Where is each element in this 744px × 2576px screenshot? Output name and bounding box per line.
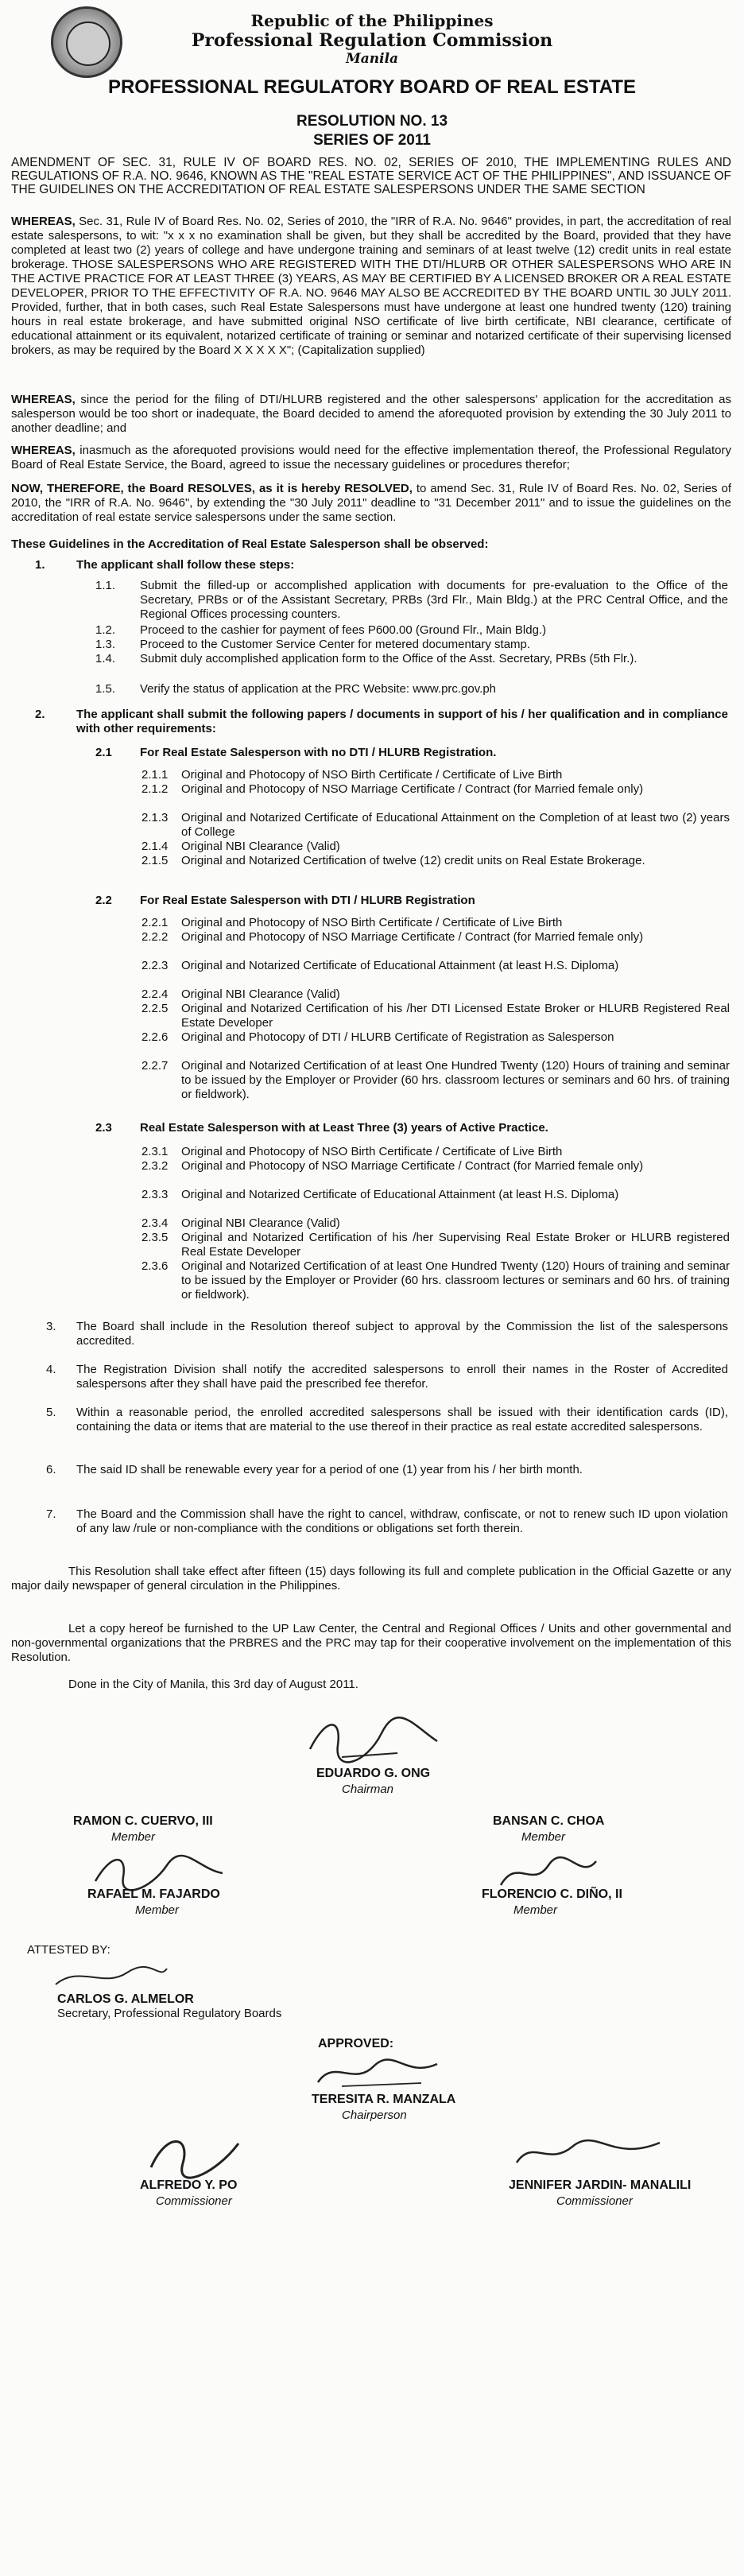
item-1-number: 1. <box>35 558 45 572</box>
item-number: 4. <box>46 1363 56 1376</box>
member-role: Member <box>521 1830 566 1844</box>
requirement-number: 2.3.5 <box>141 1231 169 1244</box>
requirement-number: 2.3.2 <box>141 1159 169 1173</box>
whereas-3-text: inasmuch as the aforequoted provisions would need for the effective implementation thereof, the Professional Regulatory Board of Real Estate Service, the Board, agreed to issue the necessary guidelines or procedures therefor; <box>11 444 731 471</box>
requirement-number: 2.3.6 <box>141 1259 169 1273</box>
requirement-text: Original and Photocopy of DTI / HLURB Certificate of Registration as Salesperson <box>181 1030 614 1044</box>
requirement-number: 2.1.3 <box>141 811 169 824</box>
whereas-2 <box>11 393 731 436</box>
resolution-series: SERIES OF 2011 <box>313 132 431 149</box>
whereas-2-lead: WHEREAS, <box>11 393 76 406</box>
requirement-text: Original and Notarized Certificate of Educational Attainment on the Completion of at least two (2) years of College <box>181 811 730 839</box>
requirement-number: 2.2.4 <box>141 987 169 1001</box>
step-text: Proceed to the cashier for payment of fees P600.00 (Ground Flr., Main Bldg.) <box>140 623 547 637</box>
requirement-text: Original and Photocopy of NSO Marriage Certificate / Contract (for Married female only) <box>181 930 644 944</box>
resolved-lead: NOW, THEREFORE, the Board RESOLVES, as it is hereby RESOLVED, <box>11 482 413 495</box>
requirement-number: 2.2.6 <box>141 1030 169 1044</box>
chairperson-signature <box>310 2054 445 2094</box>
requirement-text: Original and Photocopy of NSO Birth Certificate / Certificate of Live Birth <box>181 916 563 929</box>
requirement-number: 2.2.1 <box>141 916 169 929</box>
whereas-1-lead: WHEREAS, <box>11 215 76 228</box>
item-2-number: 2. <box>35 708 45 721</box>
requirement-number: 2.2.3 <box>141 959 169 972</box>
requirement-number: 2.1.2 <box>141 782 169 796</box>
item-text: The Board and the Commission shall have the right to cancel, withdraw, confiscate, or not to renew such ID upon violation of any law /rule or non-compliance with the conditions or obligations set forth therein. <box>76 1507 728 1535</box>
republic-header: Republic of the Philippines <box>250 11 494 30</box>
requirement-text: Original and Photocopy of NSO Birth Certificate / Certificate of Live Birth <box>181 1145 563 1158</box>
done-clause: Done in the City of Manila, this 3rd day of August 2011. <box>68 1678 358 1691</box>
attester-role: Secretary, Professional Regulatory Boards <box>57 2007 282 2020</box>
chairman-role: Chairman <box>342 1783 394 1796</box>
resolution-number: RESOLUTION NO. 13 <box>296 113 448 130</box>
item-text: Within a reasonable period, the enrolled accredited salespersons shall be issued with their identification cards (ID), containing the data or items that are material to the use thereof in their practice as real estate accredited salespersons. <box>76 1406 728 1433</box>
whereas-3 <box>11 444 731 472</box>
resolved-text: to amend Sec. 31, Rule IV of Board Res. No. 02, Series of 2010, the "IRR of R.A. No. 9646", by extending the "30 July 2011" deadline to "31 December 2011" and to issue the guidelines on the accreditation of real estate service salespersons under the same section. <box>11 482 732 524</box>
requirement-text: Original and Notarized Certification of at least One Hundred Twenty (120) Hours of training and seminar to be issued by the Employer or Provider (60 hrs. classroom lectures or seminars and 60 hrs. of training or fieldwork). <box>181 1059 730 1101</box>
requirement-text: Original NBI Clearance (Valid) <box>181 987 340 1001</box>
member-name: FLORENCIO C. DIÑO, II <box>482 1887 622 1901</box>
requirement-number: 2.1.1 <box>141 768 169 782</box>
step-number: 1.2. <box>95 623 116 637</box>
item-number: 6. <box>46 1463 56 1476</box>
chairperson-name: TERESITA R. MANZALA <box>312 2093 456 2106</box>
subsection-number: 2.1 <box>95 746 112 759</box>
item-2-title: The applicant shall submit the following papers / documents in support of his / her qualification and in compliance with other requirements: <box>76 708 728 735</box>
commissioner-name: JENNIFER JARDIN- MANALILI <box>509 2178 692 2192</box>
member-role: Member <box>135 1903 180 1917</box>
requirement-number: 2.2.7 <box>141 1059 169 1073</box>
requirement-text: Original and Photocopy of NSO Birth Certificate / Certificate of Live Birth <box>181 768 563 782</box>
whereas-3-lead: WHEREAS, <box>11 444 76 457</box>
attested-label: ATTESTED BY: <box>27 1943 110 1957</box>
subsection-title: For Real Estate Salesperson with no DTI / HLURB Registration. <box>140 746 497 759</box>
copy-furnished-clause: Let a copy hereof be furnished to the UP Law Center, the Central and Regional Offices / Units and other governmental and non-governmental organizations that the PRBRES and the PRC may tap for their cooperative involvement on the implementation of this Resolution. <box>11 1622 731 1664</box>
city-header: Manila <box>345 51 399 67</box>
requirement-text: Original and Notarized Certification of twelve (12) credit units on Real Estate Brokerage. <box>181 854 645 867</box>
requirement-number: 2.1.4 <box>141 840 169 853</box>
member-role: Member <box>513 1903 558 1917</box>
chairperson-role: Chairperson <box>342 2109 407 2122</box>
step-text: Submit the filled-up or accomplished application with documents for pre-evaluation to the Office of the Secretary, PRBs or of the Assistant Secretary, PRBs (3rd Flr., Main Bldg.) at the PRC Central Office, and the Regional Offices processing counters. <box>140 579 728 621</box>
requirement-text: Original and Photocopy of NSO Marriage Certificate / Contract (for Married female only) <box>181 1159 644 1173</box>
requirement-number: 2.2.2 <box>141 930 169 944</box>
step-number: 1.1. <box>95 579 116 592</box>
commissioner-signature <box>135 2128 262 2183</box>
item-1-title: The applicant shall follow these steps: <box>76 558 295 572</box>
requirement-text: Original NBI Clearance (Valid) <box>181 840 340 853</box>
requirement-text: Original and Notarized Certification of his /her Supervising Real Estate Broker or HLURB registered Real Estate Developer <box>181 1231 730 1259</box>
effectivity-clause: This Resolution shall take effect after fifteen (15) days following its full and complete publication in the Official Gazette or any major daily newspaper of general circulation in the Philippines. <box>11 1565 731 1593</box>
subsection-number: 2.3 <box>95 1121 112 1135</box>
requirement-number: 2.3.4 <box>141 1216 169 1230</box>
commissioner-role: Commissioner <box>556 2194 633 2208</box>
item-number: 5. <box>46 1406 56 1419</box>
requirement-text: Original and Photocopy of NSO Marriage Certificate / Contract (for Married female only) <box>181 782 644 796</box>
attester-signature <box>48 1961 175 1992</box>
approved-label: APPROVED: <box>318 2037 394 2050</box>
board-title: PROFESSIONAL REGULATORY BOARD OF REAL ESTATE <box>107 76 637 98</box>
resolution-title: AMENDMENT OF SEC. 31, RULE IV OF BOARD RES. NO. 02, SERIES OF 2010, THE IMPLEMENTING RULES AND REGULATIONS OF R.A. NO. 9646, KNOWN AS THE "REAL ESTATE SERVICE ACT OF THE PHILIPPINES", AND ISSUANCE OF THE GUIDELINES ON THE ACCREDITATION OF REAL ESTATE SALESPERSONS UNDER THE SAME SECTION <box>11 156 731 196</box>
commissioner-role: Commissioner <box>156 2194 232 2208</box>
member-name: RAFAEL M. FAJARDO <box>87 1887 220 1901</box>
whereas-1 <box>11 215 731 358</box>
member-name: BANSAN C. CHOA <box>493 1814 605 1828</box>
step-text: Verify the status of application at the PRC Website: www.prc.gov.ph <box>140 682 497 696</box>
subsection-title: Real Estate Salesperson with at Least Three (3) years of Active Practice. <box>140 1121 548 1135</box>
requirement-text: Original and Notarized Certification of at least One Hundred Twenty (120) Hours of training and seminar to be issued by the Employer or Provider (60 hrs. classroom lectures or seminars and 60 hrs. of training or fieldwork). <box>181 1259 730 1302</box>
requirement-number: 2.3.1 <box>141 1145 169 1158</box>
step-number: 1.4. <box>95 652 116 665</box>
requirement-number: 2.3.3 <box>141 1188 169 1201</box>
requirement-number: 2.2.5 <box>141 1002 169 1015</box>
subsection-number: 2.2 <box>95 894 112 907</box>
resolved-clause <box>11 482 731 525</box>
requirement-number: 2.1.5 <box>141 854 169 867</box>
step-number: 1.5. <box>95 682 116 696</box>
subsection-title: For Real Estate Salesperson with DTI / HLURB Registration <box>140 894 475 907</box>
requirement-text: Original and Notarized Certificate of Educational Attainment (at least H.S. Diploma) <box>181 1188 619 1201</box>
requirement-text: Original NBI Clearance (Valid) <box>181 1216 340 1230</box>
chairman-signature <box>294 1709 453 1773</box>
member-name: RAMON C. CUERVO, III <box>73 1814 213 1828</box>
commissioner-name: ALFREDO Y. PO <box>140 2178 238 2192</box>
requirement-text: Original and Notarized Certificate of Educational Attainment (at least H.S. Diploma) <box>181 959 619 972</box>
attester-name: CARLOS G. ALMELOR <box>57 1992 194 2006</box>
requirement-text: Original and Notarized Certification of his /her DTI Licensed Estate Broker or HLURB Registered Real Estate Developer <box>181 1002 730 1030</box>
step-number: 1.3. <box>95 638 116 651</box>
item-number: 3. <box>46 1320 56 1333</box>
commissioner-signature <box>509 2131 668 2178</box>
step-text: Proceed to the Customer Service Center for metered documentary stamp. <box>140 638 531 651</box>
item-number: 7. <box>46 1507 56 1521</box>
chairman-name: EDUARDO G. ONG <box>316 1767 431 1780</box>
member-role: Member <box>111 1830 156 1844</box>
item-text: The Board shall include in the Resolution thereof subject to approval by the Commission the list of the salespersons accredited. <box>76 1320 728 1348</box>
item-text: The said ID shall be renewable every year for a period of one (1) year from his / her birth month. <box>76 1463 583 1476</box>
whereas-2-text: since the period for the filing of DTI/HLURB registered and the other salespersons' application for the accreditation as salesperson would be too short or inadequate, the Board decided to amend the aforequoted provision by extending the 30 July 2011 to another deadline; and <box>11 393 731 435</box>
whereas-1-text: Sec. 31, Rule IV of Board Res. No. 02, Series of 2010, the "IRR of R.A. No. 9646" provides, in part, the accreditation of real estate salespersons, to wit: "x x x no examination shall be given, but they shall be accredited by the Board, provided that they have completed at least two (2) years of college and have undergone training and seminars of at least twelve (12) credit units in real estate brokerage. THOSE SALESPERSONS WHO ARE REGISTERED WITH THE DTI/HLURB OR OTHER SALESPERSONS WHO ARE IN THE ACTIVE PRACTICE FOR AT LEAST THREE (3) YEARS, AS MAY BE CERTIFIED BY A LICENSED BROKER OR A REAL ESTATE DEVELOPER, PRIOR TO THE EFFECTIVITY OF R.A. NO. 9646 MAY ALSO BE ACCREDITED BY THE BOARD UNTIL 30 JULY 2011. Provided, further, that in both cases, such Real Estate Salespersons must have undergone at least one hundred twenty (120) training hours in real estate brokerage, and have submitted original NSO certificate of live birth certificate, NBI clearance, certificate of educational attainment or its equivalent, notarized certificate of training or seminar and notarized certificate of their supervising licensed brokers, as may be required by the Board X X X X X"; (Capitalization supplied) <box>11 215 731 357</box>
guidelines-heading: These Guidelines in the Accreditation of Real Estate Salesperson shall be observed: <box>11 537 489 551</box>
step-text: Submit duly accomplished application form to the Office of the Asst. Secretary, PRBs (5th Flr.). <box>140 652 637 665</box>
commission-header: Professional Regulation Commission <box>191 30 553 51</box>
item-text: The Registration Division shall notify the accredited salespersons to enroll their names in the Roster of Accredited salespersons after they shall have paid the prescribed fee therefor. <box>76 1363 728 1391</box>
